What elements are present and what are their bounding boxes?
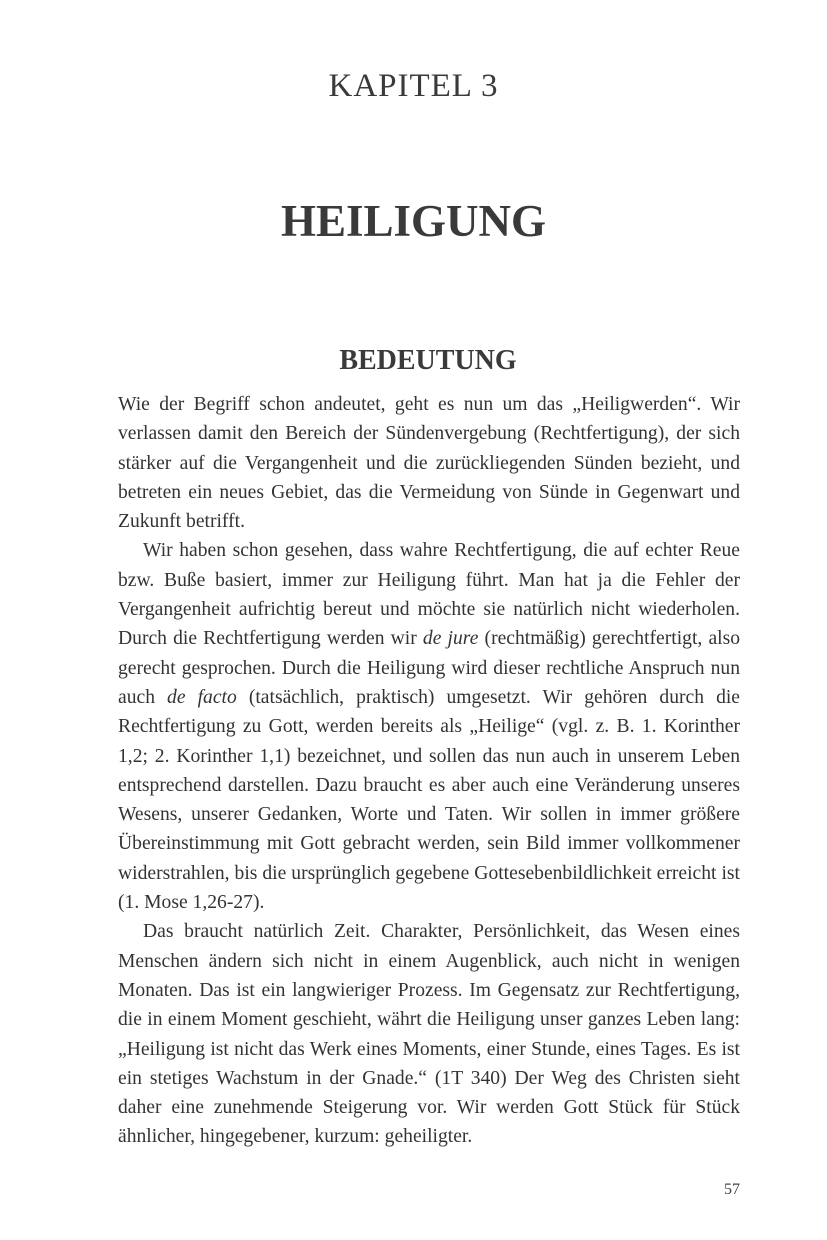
paragraph-2-part-1: Wir haben schon gesehen, dass wahre Rechtfertigung, die auf echter Reue bzw. Buße basiert, immer zur Heiligung führt. Man hat ja die Fehler der Vergangenheit aufrichtig bereut und möchte sie natürlich nicht wiederholen. Durch die Rechtfertigung werden wir bbox=[118, 540, 740, 650]
page-number: 57 bbox=[724, 1181, 740, 1198]
paragraph-1: Wie der Begriff schon andeutet, geht es nun um das „Heiligwerden“. Wir verlassen damit den Bereich der Sündenvergebung (Rechtfertigung), der sich stärker auf die Vergangenheit und die zurückliegenden Sünden bezieht, und betreten ein neues Gebiet, das die Vermeidung von Sünde in Gegenwart und Zukunft betrifft. bbox=[118, 394, 740, 533]
paragraph-3: Das braucht natürlich Zeit. Charakter, Persönlichkeit, das Wesen eines Menschen ändern sich nicht in einem Augenblick, auch nicht in wenigen Monaten. Das ist ein langwieriger Prozess. Im Gegensatz zur Rechtfertigung, die in einem Moment geschieht, währt die Heiligung unser ganzes Leben lang: „Heiligung ist nicht das Werk eines Moments, einer Stunde, eines Tages. Es ist ein stetiges Wachstum in der Gnade.“ (1T 340) Der Weg des Christen sieht daher eine zunehmende Steigerung vor. Wir werden Gott Stück für Stück ähnlicher, hingegebener, kurzum: geheiligter. bbox=[118, 921, 740, 1148]
latin-term-de-jure: de jure bbox=[422, 628, 479, 650]
chapter-title: HEILIGUNG bbox=[280, 196, 547, 246]
body-text bbox=[118, 390, 740, 1152]
paragraph-2-part-3: (tatsächlich, praktisch) umgesetzt. Wir gehören durch die Rechtfertigung zu Gott, werden bereits als „Heilige“ (vgl. z. B. 1. Korinther 1,2; 2. Korinther 1,1) bezeichnet, und sollen das nun auch in unserem Leben entsprechend darstellen. Dazu braucht es aber auch eine Veränderung unseres Wesens, unserer Gedanken, Worte und Taten. Wir sollen in immer größere Übereinstimmung mit Gott gebracht werden, sein Bild immer vollkommener widerstrahlen, bis die ursprünglich gegebene Gottesebenbildlichkeit erreicht ist (1. Mose 1,26-27). bbox=[118, 686, 741, 914]
section-title: BEDEUTUNG bbox=[339, 345, 517, 376]
chapter-label: KAPITEL 3 bbox=[328, 68, 499, 104]
paragraph-2-part-2: (rechtmäßig) gerechtfertigt, also gerecht gesprochen. Durch die Heiligung wird dieser rechtliche Anspruch nun auch bbox=[118, 628, 741, 708]
latin-term-de-facto: de facto bbox=[167, 686, 237, 708]
paragraph-2 bbox=[118, 536, 740, 917]
